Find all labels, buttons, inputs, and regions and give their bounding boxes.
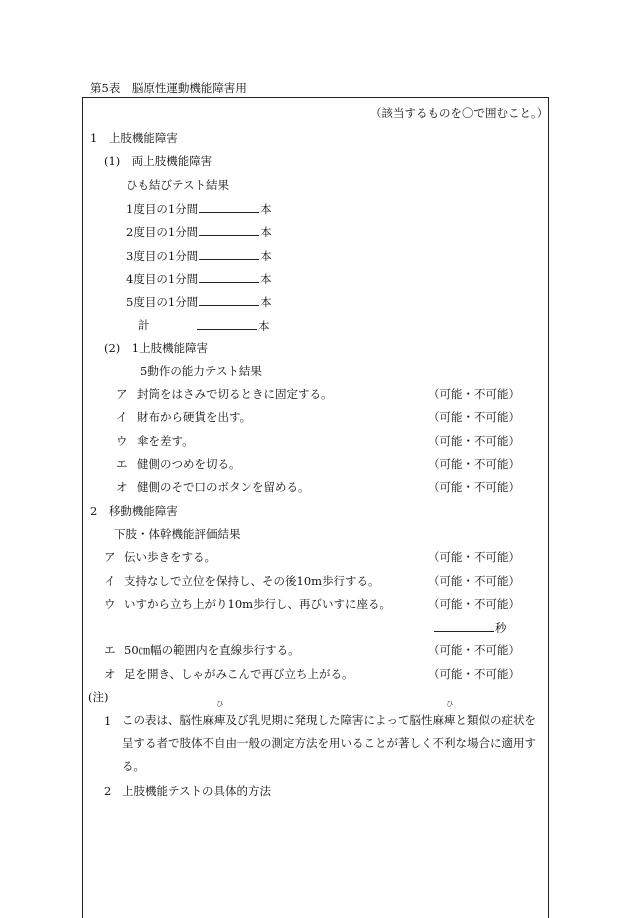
item-mark: ア <box>116 387 128 401</box>
possible-choice[interactable]: （可能・不可能） <box>428 410 520 424</box>
possible-choice[interactable]: （可能・不可能） <box>428 597 520 611</box>
possible-choice[interactable]: （可能・不可能） <box>428 550 520 564</box>
item-mark: イ <box>116 410 128 424</box>
string-tie-row: 2度目の1分間 本 <box>126 225 272 239</box>
note1-text: この表は、脳性麻痺 ひ 及び乳児期に発現した障害によって脳性麻痺 ひ と類似の症状を呈する者で肢体不自由一般の測定方法を用いることが著しく不利な場合に適用する。 <box>122 700 536 773</box>
possible-choice[interactable]: （可能・不可能） <box>428 434 520 448</box>
string-tie-test-label: ひも結びテスト結果 <box>126 178 230 192</box>
note2-text: 上肢機能テストの具体的方法 <box>122 784 272 798</box>
seconds-row: 秒 <box>433 620 507 635</box>
item-text: 支持なしで立位を保持し、その後10m歩行する。 <box>124 574 380 588</box>
lower-limb-test-label: 下肢・体幹機能評価結果 <box>114 527 241 541</box>
count-blank[interactable] <box>199 248 259 260</box>
instruction-text: （該当するものを〇で囲むこと。） <box>370 106 549 120</box>
section1-sub2-heading: (2) 1上肢機能障害 <box>104 341 209 355</box>
string-tie-total-row: 本 <box>196 318 270 333</box>
total-blank[interactable] <box>197 318 257 330</box>
item-mark: オ <box>116 480 128 494</box>
possible-choice[interactable]: （可能・不可能） <box>428 457 520 471</box>
possible-choice[interactable]: （可能・不可能） <box>428 387 520 401</box>
item-text: 足を開き、しゃがみこんで再び立ち上がる。 <box>124 667 354 681</box>
five-action-test-label: 5動作の能力テスト結果 <box>140 364 262 378</box>
item-text: 伝い歩きをする。 <box>124 550 216 564</box>
item-text: 封筒をはさみで切るときに固定する。 <box>137 387 333 401</box>
item-mark: イ <box>104 574 116 588</box>
count-blank[interactable] <box>199 224 259 236</box>
string-tie-row: 4度目の1分間 本 <box>126 272 272 286</box>
possible-choice[interactable]: （可能・不可能） <box>428 480 520 494</box>
item-mark: オ <box>104 667 116 681</box>
note1-number: 1 <box>104 714 112 728</box>
section1-heading: 1 上肢機能障害 <box>90 131 178 145</box>
count-blank[interactable] <box>199 294 259 306</box>
section2-heading: 2 移動機能障害 <box>90 504 178 518</box>
notes-heading: (注) <box>88 690 109 704</box>
possible-choice[interactable]: （可能・不可能） <box>428 667 520 681</box>
string-tie-total-label: 計 <box>138 318 150 332</box>
item-text: 財布から硬貨を出す。 <box>137 410 252 424</box>
note2-number: 2 <box>104 784 112 798</box>
string-tie-row: 3度目の1分間 本 <box>126 249 272 263</box>
count-blank[interactable] <box>199 201 259 213</box>
item-mark: ウ <box>116 434 128 448</box>
item-mark: ウ <box>104 597 116 611</box>
possible-choice[interactable]: （可能・不可能） <box>428 643 520 657</box>
string-tie-row: 5度目の1分間 本 <box>126 295 272 309</box>
count-blank[interactable] <box>199 271 259 283</box>
possible-choice[interactable]: （可能・不可能） <box>428 574 520 588</box>
item-text: いすから立ち上がり10m歩行し、再びいすに座る。 <box>124 597 392 611</box>
item-mark: ア <box>104 550 116 564</box>
ruby-hi: 痺 ひ <box>444 700 456 727</box>
item-mark: エ <box>116 457 128 471</box>
item-text: 健側のそで口のボタンを留める。 <box>137 480 310 494</box>
section1-sub1-heading: (1) 両上肢機能障害 <box>104 154 213 168</box>
item-text: 50㎝幅の範囲内を直線歩行する。 <box>124 643 300 657</box>
ruby-hi: 痺 ひ <box>214 700 226 727</box>
item-mark: エ <box>104 643 116 657</box>
item-text: 傘を差す。 <box>137 434 194 448</box>
string-tie-row: 1度目の1分間 本 <box>126 202 272 216</box>
form-title: 第5表 脳原性運動機能障害用 <box>90 81 247 95</box>
item-text: 健側のつめを切る。 <box>137 457 241 471</box>
seconds-blank[interactable] <box>434 620 494 632</box>
